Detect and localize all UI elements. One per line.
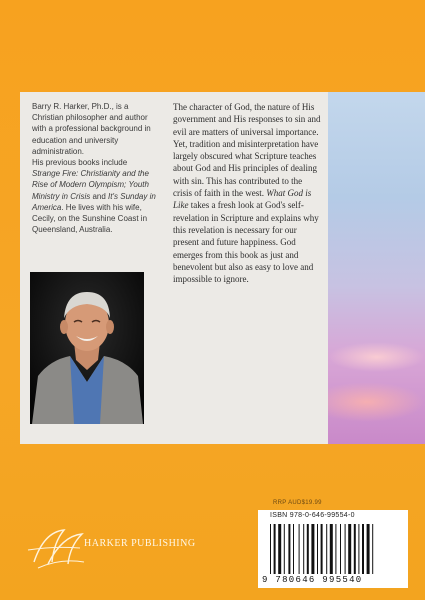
cloud [328,342,425,372]
isbn-text: ISBN 978-0-646-99554-0 [270,512,355,519]
author-photo [30,272,144,424]
barcode-digits: 9 780646 995540 [262,575,363,585]
bio-paragraph [32,101,157,235]
bio-text: and [90,191,109,201]
publisher-name: HARKER PUBLISHING [84,538,196,549]
blurb-paragraph [173,101,323,285]
bio-text: Barry R. Harker, Ph.D., is a Christian philosopher and author with a professional background in education and university administration. [32,102,151,156]
bio-text: His previous books include [32,158,128,168]
cloud [328,382,425,422]
book-title: Youth Ministry in Crisis [32,180,149,201]
book-blurb [173,101,323,285]
price-label: RRP AUD$19.99 [273,500,322,506]
barcode [268,524,398,574]
sky-image [328,92,425,444]
book-title: Strange Fire: Christianity and the Rise of Modern Olympism; [32,169,149,190]
book-title: What God is Like [173,188,312,211]
bio-text: . He lives with his wife, Cecily, on the Sunshine Coast in Queensland, Australia. [32,202,148,235]
blurb-text: The character of God, the nature of His government and His responses to sin and evil are matters of universal importance. Yet, tradition and misinterpretation have largely obscured what Scripture teaches about God and His principles of dealing with sin. This has contributed to the crisis of faith in the west. [173,102,321,199]
author-bio [32,101,157,235]
book-title: It's Sunday in America [32,191,156,212]
blurb-text: takes a fresh look at God's self-revelation in Scripture and explains why this revelation is necessary for our present and future happiness. God emerges from this book as just and benevolent but also as easy to love and impossible to ignore. [173,200,319,285]
